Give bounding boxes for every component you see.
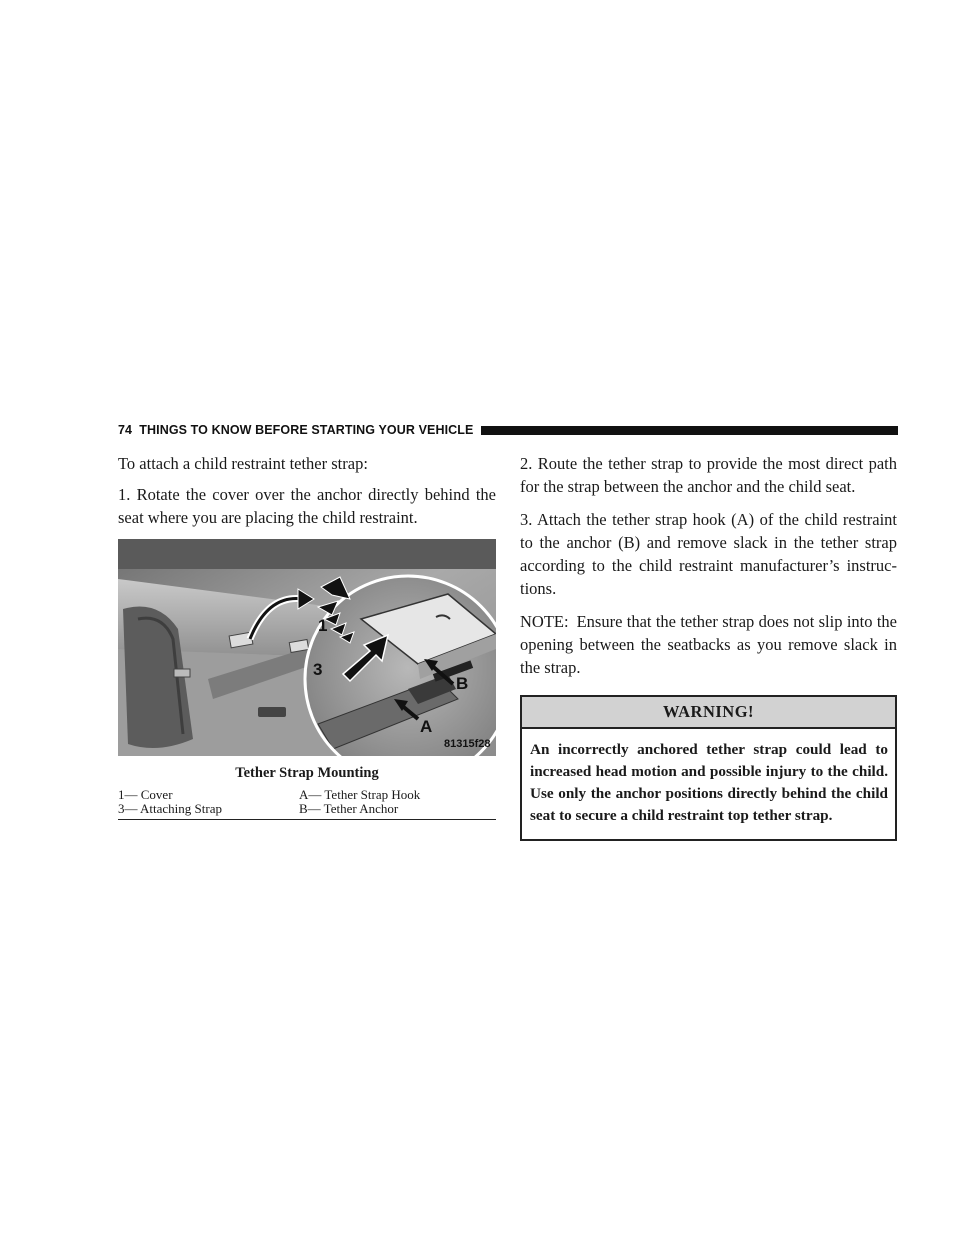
warning-box <box>520 695 897 841</box>
header-text <box>118 423 473 437</box>
step-1-paragraph: 1. Rotate the cover over the anchor directly behind the seat where you are placing the child restraint. <box>118 485 496 527</box>
figure-code: 81315f28 <box>444 738 491 750</box>
warning-title: WARNING! <box>522 697 895 729</box>
tether-strap-illustration <box>118 539 496 756</box>
figure-caption: Tether Strap Mounting <box>235 765 379 781</box>
callout-1: 1 <box>318 616 328 635</box>
running-header <box>118 421 898 439</box>
note-text: Ensure that the tether strap does not slip into the opening between the seatbacks as you remove slack in the strap. <box>520 612 897 677</box>
intro-paragraph: To attach a child restraint tether strap: <box>118 454 368 473</box>
note-paragraph <box>520 610 897 679</box>
figure <box>118 539 496 820</box>
callout-3: 3 <box>313 660 323 679</box>
step-3-paragraph: 3. Attach the tether strap hook (A) of the child restraint to the anchor (B) and remove slack in the tether strap according to the child restraint manufacturer’s instruc-tions. <box>520 510 897 598</box>
header-rule <box>481 426 898 435</box>
section-title: THINGS TO KNOW BEFORE STARTING YOUR VEHICLE <box>139 423 474 437</box>
right-column <box>520 452 897 841</box>
figure-legend <box>118 788 496 820</box>
callout-b: B <box>456 674 469 693</box>
page-number: 74 <box>118 423 133 437</box>
warning-text: An incorrectly anchored tether strap could lead to increased head motion and possible injury to the child. Use only the anchor positions directly behind the child seat to secure a child restraint top tether strap. <box>530 741 888 824</box>
callout-a: A <box>420 717 433 736</box>
legend-item: A— Tether Strap Hook <box>299 787 421 802</box>
left-column <box>118 452 496 820</box>
note-label: NOTE: <box>520 612 569 631</box>
step-2-paragraph: 2. Route the tether strap to provide the most direct path for the strap between the anchor and the child seat. <box>520 454 897 496</box>
legend-item: B— Tether Anchor <box>299 801 399 816</box>
legend-item: 1— Cover <box>118 787 173 802</box>
legend-item: 3— Attaching Strap <box>118 801 222 816</box>
